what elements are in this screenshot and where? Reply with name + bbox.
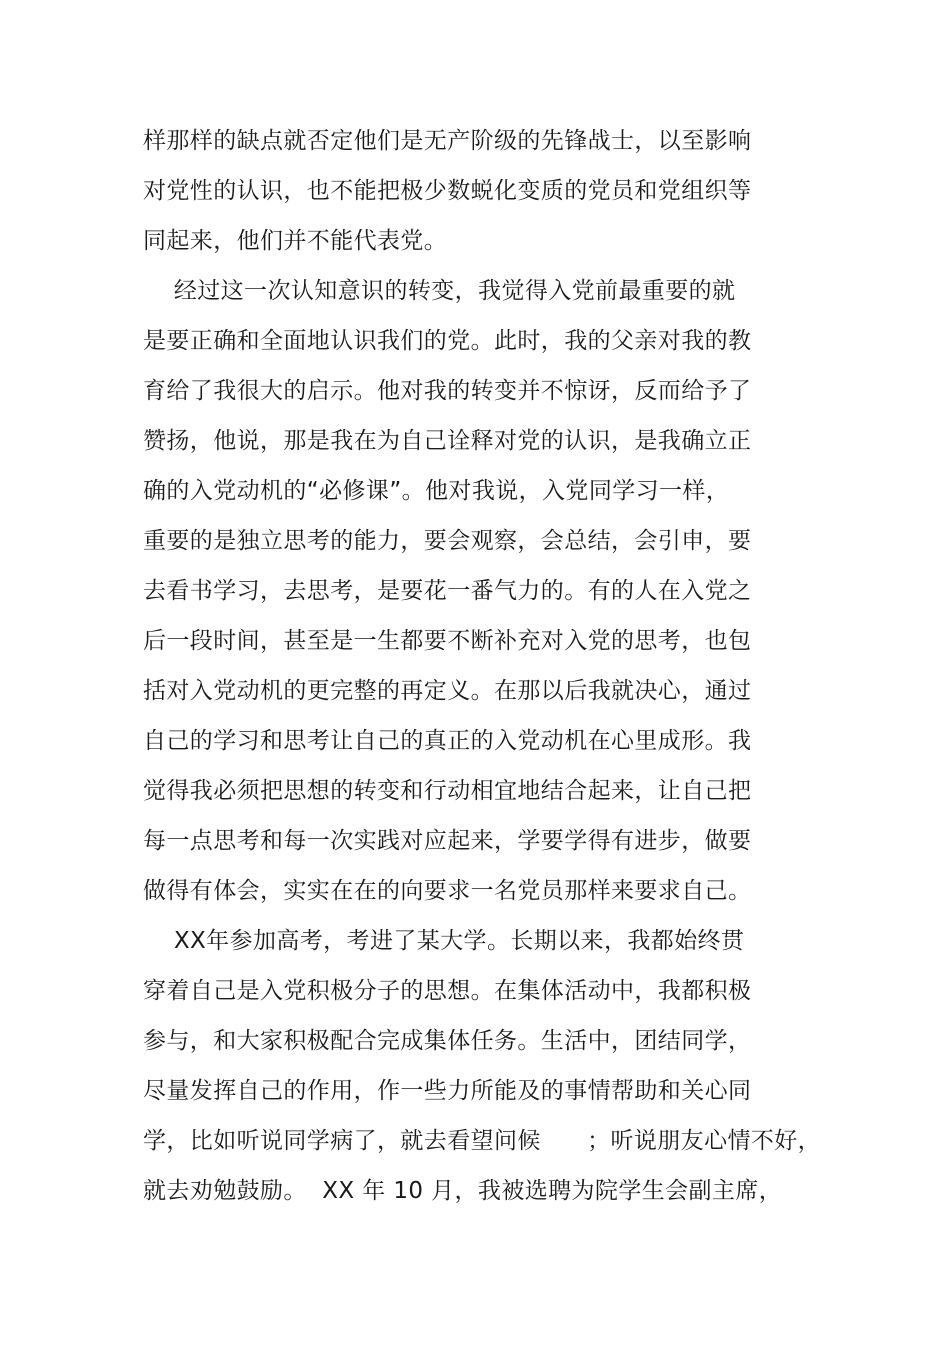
text-line: 参与，和大家积极配合完成集体任务。生活中，团结同学，	[143, 1028, 752, 1054]
text-line: 尽量发挥自己的作用，作一些力所能及的事情帮助和关心同	[143, 1078, 752, 1104]
text-line: 对党性的认识，也不能把极少数蜕化变质的党员和党组织等	[143, 178, 752, 204]
text-line: 去看书学习，去思考，是要花一番气力的。有的人在入党之	[143, 578, 752, 604]
text-line: 重要的是独立思考的能力，要会观察，会总结，会引申，要	[143, 528, 752, 554]
text-line: 同起来，他们并不能代表党。	[143, 228, 448, 254]
text-line: 后一段时间，甚至是一生都要不断补充对入党的思考，也包	[143, 628, 752, 654]
text-line: 觉得我必须把思想的转变和行动相宜地结合起来，让自己把	[143, 778, 752, 804]
text-line: 括对入党动机的更完整的再定义。在那以后我就决心，通过	[143, 678, 752, 704]
text-line: 确的入党动机的“必修课”。他对我说，入党同学习一样，	[143, 478, 730, 504]
text-line: 自己的学习和思考让自己的真正的入党动机在心里成形。我	[143, 728, 752, 754]
text-line: 就去劝勉鼓励。 XX 年 10 月，我被选聘为院学生会副主席，	[143, 1178, 783, 1204]
paragraph-start-line: XX年参加高考，考进了某大学。长期以来，我都始终贯	[143, 928, 745, 954]
text-line: 每一点思考和每一次实践对应起来，学要学得有进步，做要	[143, 828, 752, 854]
text-line: 样那样的缺点就否定他们是无产阶级的先锋战士，以至影响	[143, 128, 752, 154]
paragraph-start-line: 经过这一次认知意识的转变，我觉得入党前最重要的就	[143, 278, 736, 304]
text-line: 穿着自己是入党积极分子的思想。在集体活动中，我都积极	[143, 978, 752, 1004]
text-line: 学，比如听说同学病了，就去看望问候 ；听说朋友心情不好，	[143, 1128, 822, 1154]
text-line: 是要正确和全面地认识我们的党。此时，我的父亲对我的教	[143, 328, 752, 354]
text-line: 做得有体会，实实在在的向要求一名党员那样来要求自己。	[143, 878, 752, 904]
text-line: 育给了我很大的启示。他对我的转变并不惊讶，反而给予了	[143, 378, 752, 404]
text-line: 赞扬，他说，那是我在为自己诠释对党的认识，是我确立正	[143, 428, 752, 454]
